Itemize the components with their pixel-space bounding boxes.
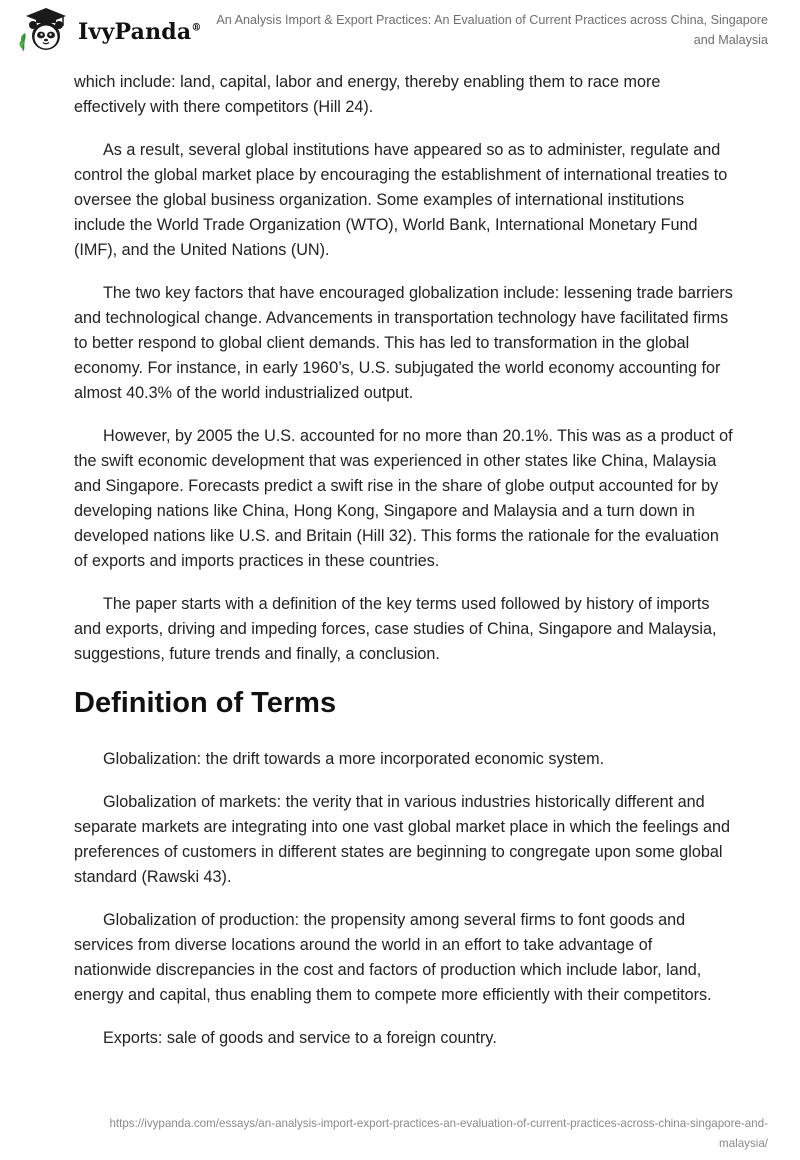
paragraph-global-institutions: As a result, several global institutions have appeared so as to administer, regulate and control the global market place by encouraging the establishment of international treaties to oversee the global business organization. Some examples of international institutions include the World Trade Organization (WTO), World Bank, International Monetary Fund (IMF), and the United Nations (UN). <box>74 141 728 259</box>
footer-url-line-2: malaysia/ <box>719 1137 768 1150</box>
footer-url-line-1: https://ivypanda.com/essays/an-analysis-import-export-practices-an-evaluation-of-current-practices-across-china-singapore-and- <box>109 1117 768 1130</box>
document-title-line-2: and Malaysia <box>693 33 768 47</box>
paragraph-paper-outline: The paper starts with a definition of the key terms used followed by history of imports and exports, driving and impeding forces, case studies of China, Singapore and Malaysia, suggestions, future trends and finally, a conclusion. <box>74 595 717 663</box>
page-header <box>0 0 800 70</box>
paragraph-continuation: which include: land, capital, labor and energy, thereby enabling them to race more effectively with there competitors (Hill 24). <box>74 73 661 116</box>
panda-graduate-icon <box>16 6 74 54</box>
page-footer-url[interactable] <box>48 1114 768 1154</box>
definition-globalization: Globalization: the drift towards a more incorporated economic system. <box>103 750 605 768</box>
ivypanda-logo[interactable] <box>16 6 216 54</box>
logo-text: IvyPanda® <box>78 19 202 45</box>
definition-exports: Exports: sale of goods and service to a foreign country. <box>103 1029 497 1047</box>
paragraph-us-share: However, by 2005 the U.S. accounted for no more than 20.1%. This was as a product of the swift economic development that was experienced in other states like China, Malaysia and Singapore. Forecasts predict a swift rise in the share of globe output accounted for by developing nations like China, Hong Kong, Singapore and Malaysia and a turn down in developed nations like U.S. and Britain (Hill 32). This forms the rationale for the evaluation of exports and imports practices in these countries. <box>74 427 733 570</box>
section-heading-definition-of-terms: Definition of Terms <box>74 687 337 719</box>
document-title-line-1: An Analysis Import & Export Practices: An Evaluation of Current Practices across China, Singapore <box>216 13 768 27</box>
definition-globalization-of-markets: Globalization of markets: the verity that in various industries historically different and separate markets are integrating into one vast global market place in which the feelings and preferences of customers in different states are beginning to congregate upon some global standard (Rawski 43). <box>74 793 730 886</box>
definition-globalization-of-production: Globalization of production: the propensity among several firms to font goods and services from diverse locations around the world in an effort to take advantage of nationwide discrepancies in the cost and factors of production which include labor, land, energy and capital, thus enabling them to compete more efficiently with their competitors. <box>74 911 712 1004</box>
essay-body <box>74 70 734 1069</box>
document-title <box>208 10 768 50</box>
paragraph-key-factors: The two key factors that have encouraged globalization include: lessening trade barriers and technological change. Advancements in transportation technology have facilitated firms to better respond to global client demands. This has led to transformation in the global economy. For instance, in early 1960’s, U.S. subjugated the world economy accounting for almost 40.3% of the world industrialized output. <box>74 284 733 402</box>
